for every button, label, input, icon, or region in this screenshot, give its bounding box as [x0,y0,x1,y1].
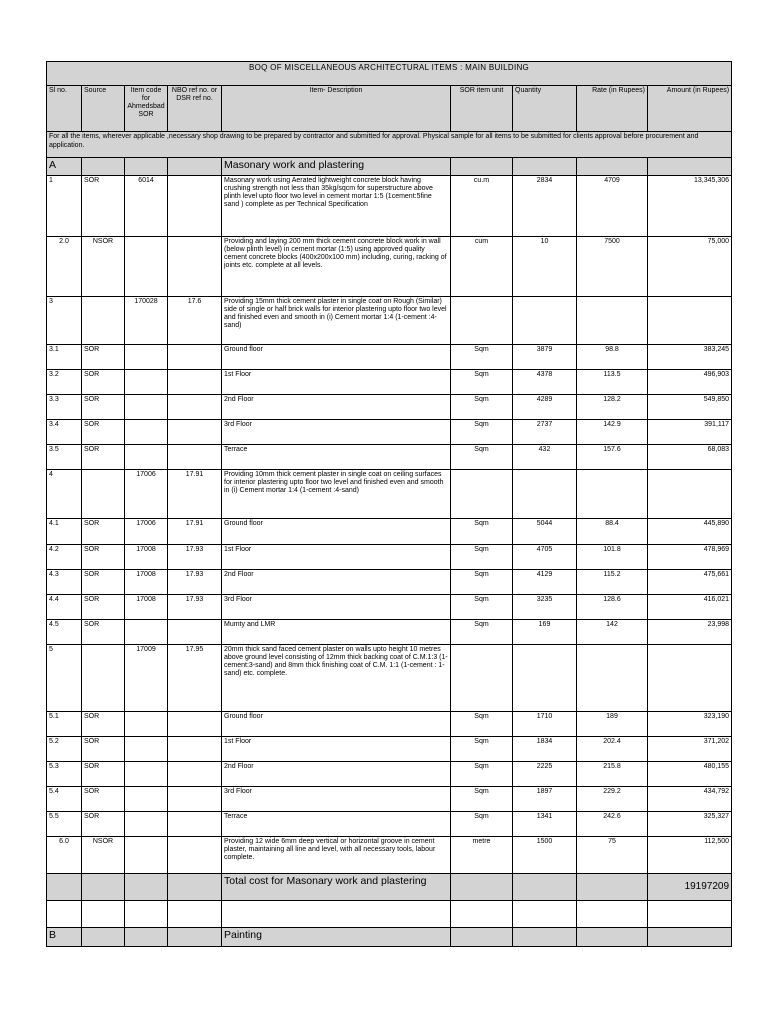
cell-sl: 4.4 [47,595,82,620]
cell-sl: 3.2 [47,370,82,395]
cell-code: 17009 [125,645,168,712]
empty-cell [451,874,513,901]
cell-rate: 215.8 [577,762,648,787]
table-row [47,570,732,595]
cell-qty: 4378 [513,370,577,395]
empty-cell [82,874,125,901]
cell-code [125,237,168,297]
table-row [47,297,732,345]
cell-source [82,470,125,519]
total-row [47,874,732,901]
cell-code: 170028 [125,297,168,345]
cell-rate [577,297,648,345]
cell-source: SOR [82,519,125,545]
cell-amount: 323,190 [648,712,732,737]
cell-qty: 1341 [513,812,577,837]
cell-desc: 3rd Floor [222,595,451,620]
cell-sl: 3.5 [47,445,82,470]
empty-cell [168,874,222,901]
table-row [47,620,732,645]
cell-rate: 115.2 [577,570,648,595]
cell-unit [451,470,513,519]
cell-desc: 20mm thick sand faced cement plaster on walls upto height 10 metres above ground level consisting of 12mm thick backing coat of C.M.1:3 (1-cement:3-sand) and 8mm thick finishing coat of C.M. 1:1 (1-cement : 1-sand) etc. complete. [222,645,451,712]
cell-rate: 113.5 [577,370,648,395]
cell-code [125,762,168,787]
cell-rate: 101.8 [577,545,648,570]
cell-amount [648,297,732,345]
empty-cell [451,901,513,928]
cell-code: 17008 [125,545,168,570]
table-row [47,737,732,762]
section-b-letter: B [47,928,82,947]
cell-rate: 202.4 [577,737,648,762]
cell-qty: 3235 [513,595,577,620]
table-row [47,176,732,237]
empty-cell [513,158,577,176]
total-label: Total cost for Masonary work and plastering [222,874,451,901]
cell-sl: 5.4 [47,787,82,812]
cell-rate: 142 [577,620,648,645]
cell-code [125,620,168,645]
cell-rate: 242.6 [577,812,648,837]
cell-qty: 10 [513,237,577,297]
empty-cell [513,874,577,901]
cell-qty: 4129 [513,570,577,595]
header-amount: Amount (in Rupees) [648,86,732,132]
table-row [47,645,732,712]
empty-cell [125,874,168,901]
cell-unit: Sqm [451,595,513,620]
cell-ref [168,237,222,297]
empty-cell [648,158,732,176]
cell-rate [577,470,648,519]
header-sl-no: Sl no. [47,86,82,132]
cell-rate: 128.6 [577,595,648,620]
cell-source [82,645,125,712]
header-rate: Rate (in Rupees) [577,86,648,132]
section-a-title: Masonary work and plastering [222,158,451,176]
cell-code [125,712,168,737]
cell-ref [168,445,222,470]
cell-amount: 13,345,306 [648,176,732,237]
cell-amount: 480,155 [648,762,732,787]
table-row [47,420,732,445]
cell-ref [168,812,222,837]
cell-desc: Mumty and LMR [222,620,451,645]
cell-rate: 229.2 [577,787,648,812]
cell-ref: 17.93 [168,570,222,595]
empty-cell [47,874,82,901]
cell-unit: metre [451,837,513,874]
table-row [47,837,732,874]
cell-amount: 549,850 [648,395,732,420]
cell-source: SOR [82,620,125,645]
cell-source: SOR [82,545,125,570]
cell-code: 17006 [125,519,168,545]
empty-cell [577,874,648,901]
cell-qty: 2737 [513,420,577,445]
cell-unit: Sqm [451,762,513,787]
cell-rate [577,645,648,712]
cell-ref [168,762,222,787]
cell-sl: 2.0 [47,237,82,297]
section-a-letter: A [47,158,82,176]
cell-amount: 371,202 [648,737,732,762]
cell-code: 6014 [125,176,168,237]
cell-amount: 383,245 [648,345,732,370]
cell-source: SOR [82,420,125,445]
cell-code [125,345,168,370]
cell-desc: Providing and laying 200 mm thick cement concrete block work in wall (below plinth level) in cement mortar (1:5) using approved quality cement concrete blocks (400x200x100 mm) including, curing, racking of joints etc. complete at all levels. [222,237,451,297]
section-b-title: Painting [222,928,451,947]
cell-amount: 416,021 [648,595,732,620]
empty-cell [168,901,222,928]
cell-ref: 17.91 [168,519,222,545]
cell-source: SOR [82,395,125,420]
cell-source: SOR [82,595,125,620]
cell-qty: 1834 [513,737,577,762]
cell-desc: Terrace [222,812,451,837]
cell-rate: 128.2 [577,395,648,420]
cell-amount: 23,998 [648,620,732,645]
cell-sl: 4.2 [47,545,82,570]
cell-sl: 3.3 [47,395,82,420]
empty-cell [577,901,648,928]
cell-desc: Ground floor [222,712,451,737]
cell-amount: 478,969 [648,545,732,570]
empty-cell [168,158,222,176]
cell-source: SOR [82,812,125,837]
cell-amount: 391,117 [648,420,732,445]
cell-source: SOR [82,762,125,787]
empty-cell [82,928,125,947]
cell-qty: 1897 [513,787,577,812]
cell-sl: 1 [47,176,82,237]
cell-sl: 5 [47,645,82,712]
cell-source: SOR [82,737,125,762]
cell-sl: 5.3 [47,762,82,787]
cell-unit: Sqm [451,570,513,595]
cell-unit [451,645,513,712]
cell-code: 17006 [125,470,168,519]
table-row [47,370,732,395]
cell-amount: 112,500 [648,837,732,874]
cell-desc: Providing 10mm thick cement plaster in single coat on ceiling surfaces for interior plastering upto floor two level and finished even and smooth in (i) Cement mortar 1:4 (1-cement :4-sand) [222,470,451,519]
empty-cell [648,928,732,947]
header-source: Source [82,86,125,132]
empty-cell [513,928,577,947]
cell-qty [513,470,577,519]
cell-amount [648,645,732,712]
empty-cell [577,928,648,947]
cell-ref: 17.91 [168,470,222,519]
cell-ref: 17.95 [168,645,222,712]
cell-rate: 142.9 [577,420,648,445]
cell-desc: 1st Floor [222,737,451,762]
empty-cell [47,901,82,928]
cell-amount: 475,661 [648,570,732,595]
cell-ref: 17.6 [168,297,222,345]
cell-source: SOR [82,345,125,370]
header-item-code: Item code for Ahmedsbad SOR [125,86,168,132]
cell-source: SOR [82,370,125,395]
empty-cell [451,158,513,176]
cell-desc: Providing 15mm thick cement plaster in single coat on Rough (Similar) side of single or half brick walls for interior plastering upto floor two level and finished even and smooth in (i) Cement mortar 1:4 (1-cement :4-sand) [222,297,451,345]
header-quantity: Quantity [513,86,577,132]
cell-rate: 75 [577,837,648,874]
empty-cell [125,158,168,176]
cell-desc: Ground floor [222,345,451,370]
cell-unit: Sqm [451,737,513,762]
cell-ref [168,176,222,237]
table-row [47,395,732,420]
cell-source: SOR [82,445,125,470]
cell-qty: 2834 [513,176,577,237]
cell-rate: 98.8 [577,345,648,370]
cell-qty: 4705 [513,545,577,570]
cell-sl: 4.5 [47,620,82,645]
table-row [47,595,732,620]
cell-ref [168,345,222,370]
empty-cell [125,928,168,947]
cell-ref [168,620,222,645]
cell-sl: 5.1 [47,712,82,737]
table-row [47,812,732,837]
cell-unit: Sqm [451,345,513,370]
table-row [47,445,732,470]
cell-rate: 7500 [577,237,648,297]
cell-source: SOR [82,176,125,237]
cell-unit: Sqm [451,395,513,420]
cell-code [125,837,168,874]
cell-unit: Sqm [451,545,513,570]
total-value: 19197209 [648,874,732,901]
table-row [47,712,732,737]
cell-rate: 157.6 [577,445,648,470]
cell-code [125,395,168,420]
cell-desc: 2nd Floor [222,762,451,787]
table-row [47,237,732,297]
cell-rate: 88.4 [577,519,648,545]
section-b-row [47,928,732,947]
table-row [47,519,732,545]
cell-sl: 4.3 [47,570,82,595]
table-row [47,762,732,787]
cell-desc: 2nd Floor [222,395,451,420]
cell-ref [168,395,222,420]
cell-ref: 17.93 [168,545,222,570]
cell-source: SOR [82,787,125,812]
cell-sl: 6.0 [47,837,82,874]
cell-sl: 3 [47,297,82,345]
cell-rate: 4709 [577,176,648,237]
cell-unit: Sqm [451,445,513,470]
cell-unit: Sqm [451,812,513,837]
cell-ref [168,787,222,812]
cell-source [82,297,125,345]
cell-code [125,370,168,395]
cell-desc: 3rd Floor [222,787,451,812]
cell-unit: cu.m [451,176,513,237]
cell-unit: Sqm [451,787,513,812]
cell-desc: 1st Floor [222,370,451,395]
empty-cell [513,901,577,928]
cell-source: NSOR [82,837,125,874]
cell-amount [648,470,732,519]
table-row [47,787,732,812]
cell-qty: 1500 [513,837,577,874]
cell-unit: Sqm [451,712,513,737]
cell-code [125,420,168,445]
cell-ref [168,737,222,762]
cell-desc: 3rd Floor [222,420,451,445]
cell-sl: 5.2 [47,737,82,762]
cell-qty: 169 [513,620,577,645]
cell-amount: 75,000 [648,237,732,297]
cell-source: NSOR [82,237,125,297]
cell-ref [168,837,222,874]
cell-source: SOR [82,712,125,737]
cell-qty [513,645,577,712]
table-row [47,345,732,370]
cell-code: 17008 [125,570,168,595]
boq-table [46,61,732,947]
cell-qty: 432 [513,445,577,470]
cell-amount: 496,903 [648,370,732,395]
cell-desc: Ground floor [222,519,451,545]
cell-ref [168,370,222,395]
cell-unit: cum [451,237,513,297]
cell-ref: 17.93 [168,595,222,620]
cell-code [125,445,168,470]
general-note: For all the items, wherever applicable ,necessary shop drawing to be prepared by contractor and submitted for approval. Physical sample for all items to be submitted for clients approval before procurement and application. [47,132,732,158]
table-row [47,470,732,519]
cell-ref [168,420,222,445]
cell-code [125,812,168,837]
cell-amount: 68,083 [648,445,732,470]
cell-sl: 4 [47,470,82,519]
cell-qty: 1710 [513,712,577,737]
cell-amount: 445,890 [648,519,732,545]
cell-amount: 434,792 [648,787,732,812]
cell-code [125,787,168,812]
sheet-title: BOQ OF MISCELLANEOUS ARCHITECTURAL ITEMS : MAIN BUILDING [47,62,732,86]
cell-sl: 5.5 [47,812,82,837]
header-description: Item- Description [222,86,451,132]
cell-desc: Masonary work using Aerated lightweight concrete block having crushing strength not less than 35kg/sqcm for superstructure above plinth level upto floor two level in cement mortar 1:5 (1cement:5fine sand ) complete as per Technical Specification [222,176,451,237]
empty-cell [222,901,451,928]
table-row [47,545,732,570]
empty-cell [168,928,222,947]
cell-unit: Sqm [451,420,513,445]
cell-qty: 2225 [513,762,577,787]
header-nbo-ref: NBO ref no. or DSR ref no. [168,86,222,132]
cell-desc: Terrace [222,445,451,470]
cell-qty [513,297,577,345]
cell-amount: 325,327 [648,812,732,837]
cell-code [125,737,168,762]
empty-cell [82,901,125,928]
cell-qty: 3879 [513,345,577,370]
cell-desc: Providing 12 wide 6mm deep vertical or horizontal groove in cement plaster, maintaining all line and level, with all necessary tools, labour complete. [222,837,451,874]
empty-cell [648,901,732,928]
cell-unit: Sqm [451,620,513,645]
cell-qty: 4289 [513,395,577,420]
cell-ref [168,712,222,737]
cell-desc: 2nd Floor [222,570,451,595]
cell-sl: 3.1 [47,345,82,370]
cell-unit: Sqm [451,370,513,395]
empty-cell [125,901,168,928]
empty-cell [577,158,648,176]
spacer-row [47,901,732,928]
header-unit: SOR item unit [451,86,513,132]
cell-rate: 189 [577,712,648,737]
empty-cell [451,928,513,947]
empty-cell [82,158,125,176]
cell-sl: 4.1 [47,519,82,545]
cell-desc: 1st Floor [222,545,451,570]
cell-qty: 5044 [513,519,577,545]
cell-source: SOR [82,570,125,595]
cell-sl: 3.4 [47,420,82,445]
cell-code: 17008 [125,595,168,620]
cell-unit: Sqm [451,519,513,545]
cell-unit [451,297,513,345]
